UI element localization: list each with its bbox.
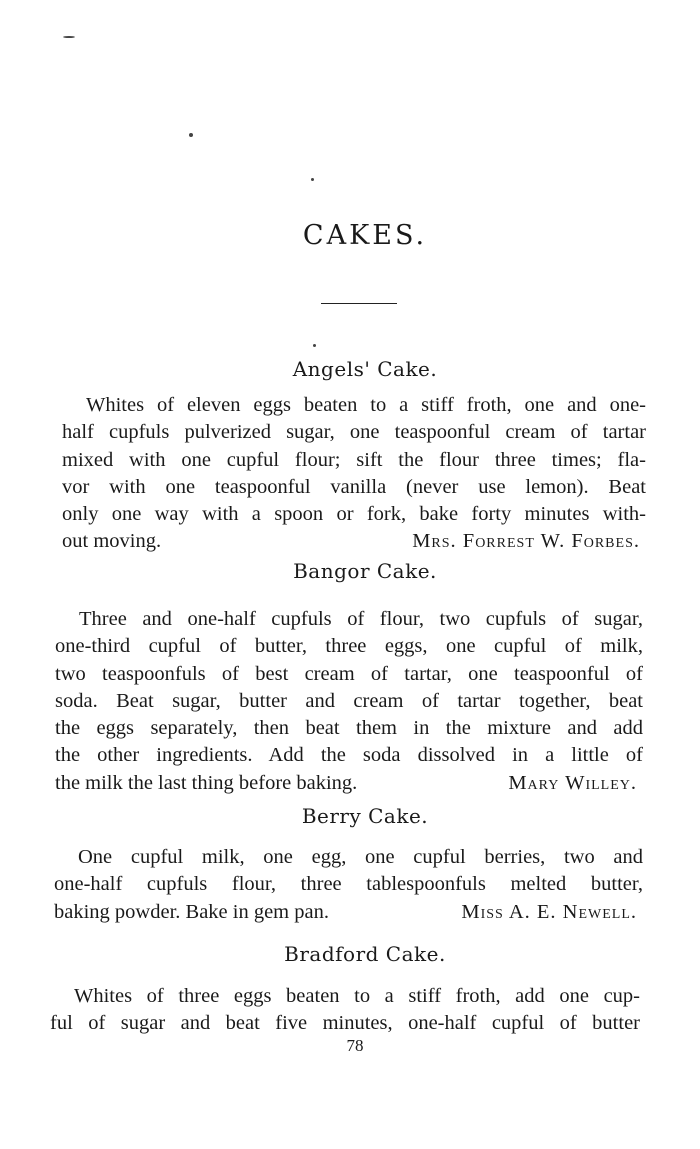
line-text: the eggs separately, then beat them in the mixture and add xyxy=(55,717,643,740)
text-line xyxy=(55,606,643,633)
text-line xyxy=(54,844,643,871)
text-line xyxy=(62,447,646,474)
line-text: Three and one-half cupfuls of flour, two cupfuls of sugar, xyxy=(79,608,643,630)
recipe-heading: Bangor Cake. xyxy=(293,559,437,583)
text-line xyxy=(54,871,643,898)
line-text: the other ingredients. Add the soda dissolved in a little of xyxy=(55,744,643,767)
line-text: half cupfuls pulverized sugar, one teaspoonful cream of tartar xyxy=(62,421,646,444)
line-text: one-third cupful of butter, three eggs, one cupful of milk, xyxy=(55,635,643,658)
recipe-paragraph xyxy=(55,606,643,797)
text-line xyxy=(55,688,643,715)
text-line xyxy=(62,501,646,528)
chapter-title: CAKES. xyxy=(302,220,428,251)
text-line xyxy=(50,983,640,1010)
line-text: Whites of eleven eggs beaten to a stiff froth, one and one- xyxy=(86,394,646,416)
line-text: out moving. xyxy=(62,530,162,553)
line-text: mixed with one cupful flour; sift the flour three times; fla- xyxy=(62,448,646,471)
line-text: vor with one teaspoonful vanilla (never use lemon). Beat xyxy=(62,475,646,498)
text-line xyxy=(54,899,643,926)
scan-mark xyxy=(63,36,75,38)
text-line xyxy=(62,474,646,501)
line-text: One cupful milk, one egg, one cupful berries, two and xyxy=(78,846,643,868)
recipe-paragraph xyxy=(62,392,646,556)
recipe-attribution: Mrs. Forrest W. Forbes. xyxy=(412,530,640,553)
recipe-paragraph xyxy=(50,983,640,1038)
line-text: soda. Beat sugar, butter and cream of tartar together, beat xyxy=(55,689,643,712)
line-text: baking powder. Bake in gem pan. xyxy=(54,900,329,923)
text-line xyxy=(55,633,643,660)
text-line xyxy=(62,419,646,446)
line-text: one-half cupfuls flour, three tablespoonfuls melted butter, xyxy=(54,873,643,896)
text-line xyxy=(50,1010,640,1037)
text-line xyxy=(55,661,643,688)
recipe-heading: Berry Cake. xyxy=(301,804,429,828)
line-text: the milk the last thing before baking. xyxy=(55,771,358,794)
page-number: 78 xyxy=(346,1036,364,1055)
text-line xyxy=(55,770,643,797)
recipe-heading: Angels' Cake. xyxy=(292,357,438,381)
text-line xyxy=(62,392,646,419)
line-text: Whites of three eggs beaten to a stiff froth, add one cup- xyxy=(74,985,640,1007)
text-line xyxy=(62,528,646,555)
recipe-paragraph xyxy=(54,844,643,926)
scan-speck xyxy=(311,178,314,181)
line-text: two teaspoonfuls of best cream of tartar, one teaspoonful of xyxy=(55,662,643,685)
text-line xyxy=(55,715,643,742)
recipe-attribution: Miss A. E. Newell. xyxy=(461,900,637,923)
title-rule xyxy=(321,303,397,304)
scan-speck xyxy=(189,133,193,137)
recipe-attribution: Mary Willey. xyxy=(508,771,637,794)
line-text: only one way with a spoon or fork, bake forty minutes with- xyxy=(62,503,646,526)
scan-speck xyxy=(313,344,316,347)
recipe-heading: Bradford Cake. xyxy=(284,942,446,966)
line-text: ful of sugar and beat five minutes, one-half cupful of butter xyxy=(50,1012,640,1035)
text-line xyxy=(55,742,643,769)
